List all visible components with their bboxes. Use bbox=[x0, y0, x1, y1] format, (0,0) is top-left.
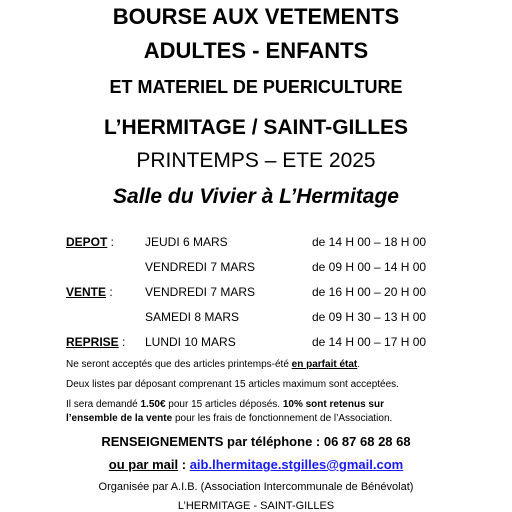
schedule-label-sep: : bbox=[107, 235, 115, 249]
retention-percent: 10% sont retenus sur bbox=[282, 399, 384, 410]
email-link[interactable]: aib.lhermitage.stgilles@gmail.com bbox=[189, 457, 404, 472]
schedule-hours: de 09 H 00 – 14 H 00 bbox=[312, 260, 427, 274]
place-line: L’HERMITAGE - SAINT-GILLES bbox=[177, 500, 335, 512]
note-emphasis: en parfait état bbox=[291, 359, 358, 370]
schedule-day: VENDREDI 7 MARS bbox=[145, 285, 256, 299]
season-heading: PRINTEMPS – ETE 2025 bbox=[136, 149, 376, 172]
title-line-3: ET MATERIEL DE PUERICULTURE bbox=[109, 77, 403, 97]
note-fee: Il sera demandé 1.50€ pour 15 articles déposés. 10% sont retenus sur bbox=[66, 399, 384, 410]
schedule-hours: de 09 H 30 – 13 H 00 bbox=[312, 310, 427, 324]
mail-line: ou par mail : aib.lhermitage.stgilles@gmail.com bbox=[108, 457, 404, 472]
organizer-line: Organisée par A.I.B. (Association Intercommunale de Bénévolat) bbox=[98, 481, 414, 493]
schedule-day: VENDREDI 7 MARS bbox=[145, 260, 256, 274]
schedule-label: REPRISE bbox=[66, 335, 119, 349]
phone-line: RENSEIGNEMENTS par téléphone : 06 87 68 28 68 bbox=[101, 434, 411, 449]
title-line-1: BOURSE AUX VETEMENTS bbox=[112, 4, 400, 29]
venue-heading: Salle du Vivier à L’Hermitage bbox=[113, 185, 399, 208]
schedule-label: DEPOT bbox=[66, 235, 108, 249]
schedule-label: VENTE bbox=[66, 285, 107, 299]
schedule-day: JEUDI 6 MARS bbox=[145, 235, 228, 249]
fee-amount: 1.50€ bbox=[140, 399, 166, 410]
schedule-hours: de 14 H 00 – 17 H 00 bbox=[312, 335, 427, 349]
note-fee-continued: l’ensemble de la vente pour les frais de fonctionnement de l’Association. bbox=[66, 413, 393, 424]
schedule-hours: de 16 H 00 – 20 H 00 bbox=[312, 285, 427, 299]
title-line-2: ADULTES - ENFANTS bbox=[143, 38, 369, 63]
schedule-hours: de 14 H 00 – 18 H 00 bbox=[312, 235, 427, 249]
schedule-label-sep: : bbox=[118, 335, 126, 349]
schedule-day: SAMEDI 8 MARS bbox=[145, 310, 240, 324]
location-heading: L’HERMITAGE / SAINT-GILLES bbox=[103, 116, 409, 139]
schedule-day: LUNDI 10 MARS bbox=[145, 335, 236, 349]
note-lists: Deux listes par déposant comprenant 15 articles maximum sont acceptées. bbox=[66, 379, 399, 390]
schedule-label-sep: : bbox=[106, 285, 113, 299]
note-condition: Ne seront acceptés que des articles printemps-été en parfait état. bbox=[66, 359, 361, 370]
